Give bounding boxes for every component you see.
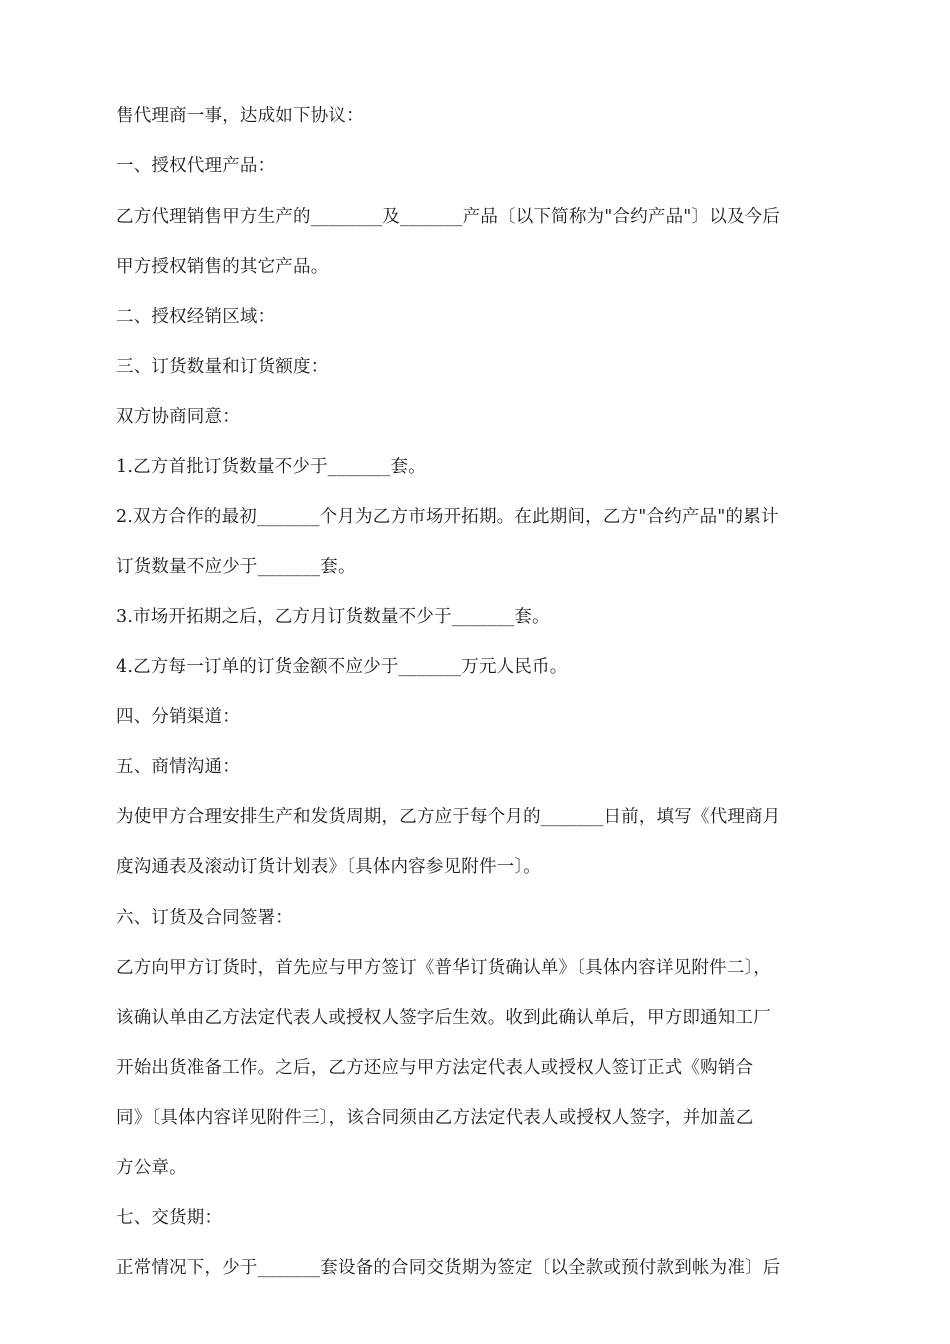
paragraph-line: 为使甲方合理安排生产和发货周期，乙方应于每个月的_______日前，填写《代理商月 — [116, 807, 781, 827]
section-heading: 二、授权经销区域： — [116, 307, 276, 327]
paragraph-line: 度沟通表及滚动订货计划表》〔具体内容参见附件一〕。 — [116, 857, 541, 877]
paragraph-line: 订货数量不应少于_______套。 — [116, 557, 356, 577]
list-item: 3.市场开拓期之后，乙方月订货数量不少于_______套。 — [116, 607, 550, 627]
paragraph-line: 正常情况下，少于_______套设备的合同交货期为签定〔以全款或预付款到帐为准〕后 — [116, 1258, 781, 1278]
paragraph-line: 乙方代理销售甲方生产的________及_______产品〔以下简称为"合约产品"〕以及今后 — [116, 207, 781, 227]
section-heading: 一、授权代理产品： — [116, 156, 276, 176]
paragraph-line: 乙方向甲方订货时，首先应与甲方签订《普华订货确认单》〔具体内容详见附件二〕， — [116, 958, 772, 978]
paragraph-line: 开始出货准备工作。之后，乙方还应与甲方法定代表人或授权人签订正式《购销合 — [116, 1058, 754, 1078]
list-item: 2.双方合作的最初_______个月为乙方市场开拓期。在此期间，乙方"合约产品"的累计 — [116, 507, 779, 527]
section-heading: 三、订货数量和订货额度： — [116, 357, 329, 377]
section-heading: 五、商情沟通： — [116, 757, 240, 777]
paragraph-line: 该确认单由乙方法定代表人或授权人签字后生效。收到此确认单后，甲方即通知工厂 — [116, 1008, 771, 1028]
paragraph-line: 方公章。 — [116, 1158, 187, 1178]
paragraph-line: 同》〔具体内容详见附件三〕，该合同须由乙方法定代表人或授权人签字，并加盖乙 — [116, 1108, 754, 1128]
list-item: 4.乙方每一订单的订货金额不应少于_______万元人民币。 — [116, 657, 568, 677]
paragraph-line: 甲方授权销售的其它产品。 — [116, 257, 329, 277]
paragraph-line: 售代理商一事，达成如下协议： — [116, 106, 364, 126]
list-item: 1.乙方首批订货数量不少于_______套。 — [116, 457, 426, 477]
section-heading: 七、交货期： — [116, 1208, 223, 1228]
section-heading: 四、分销渠道： — [116, 707, 240, 727]
section-heading: 六、订货及合同签署： — [116, 908, 293, 928]
paragraph-line: 双方协商同意： — [116, 407, 240, 427]
